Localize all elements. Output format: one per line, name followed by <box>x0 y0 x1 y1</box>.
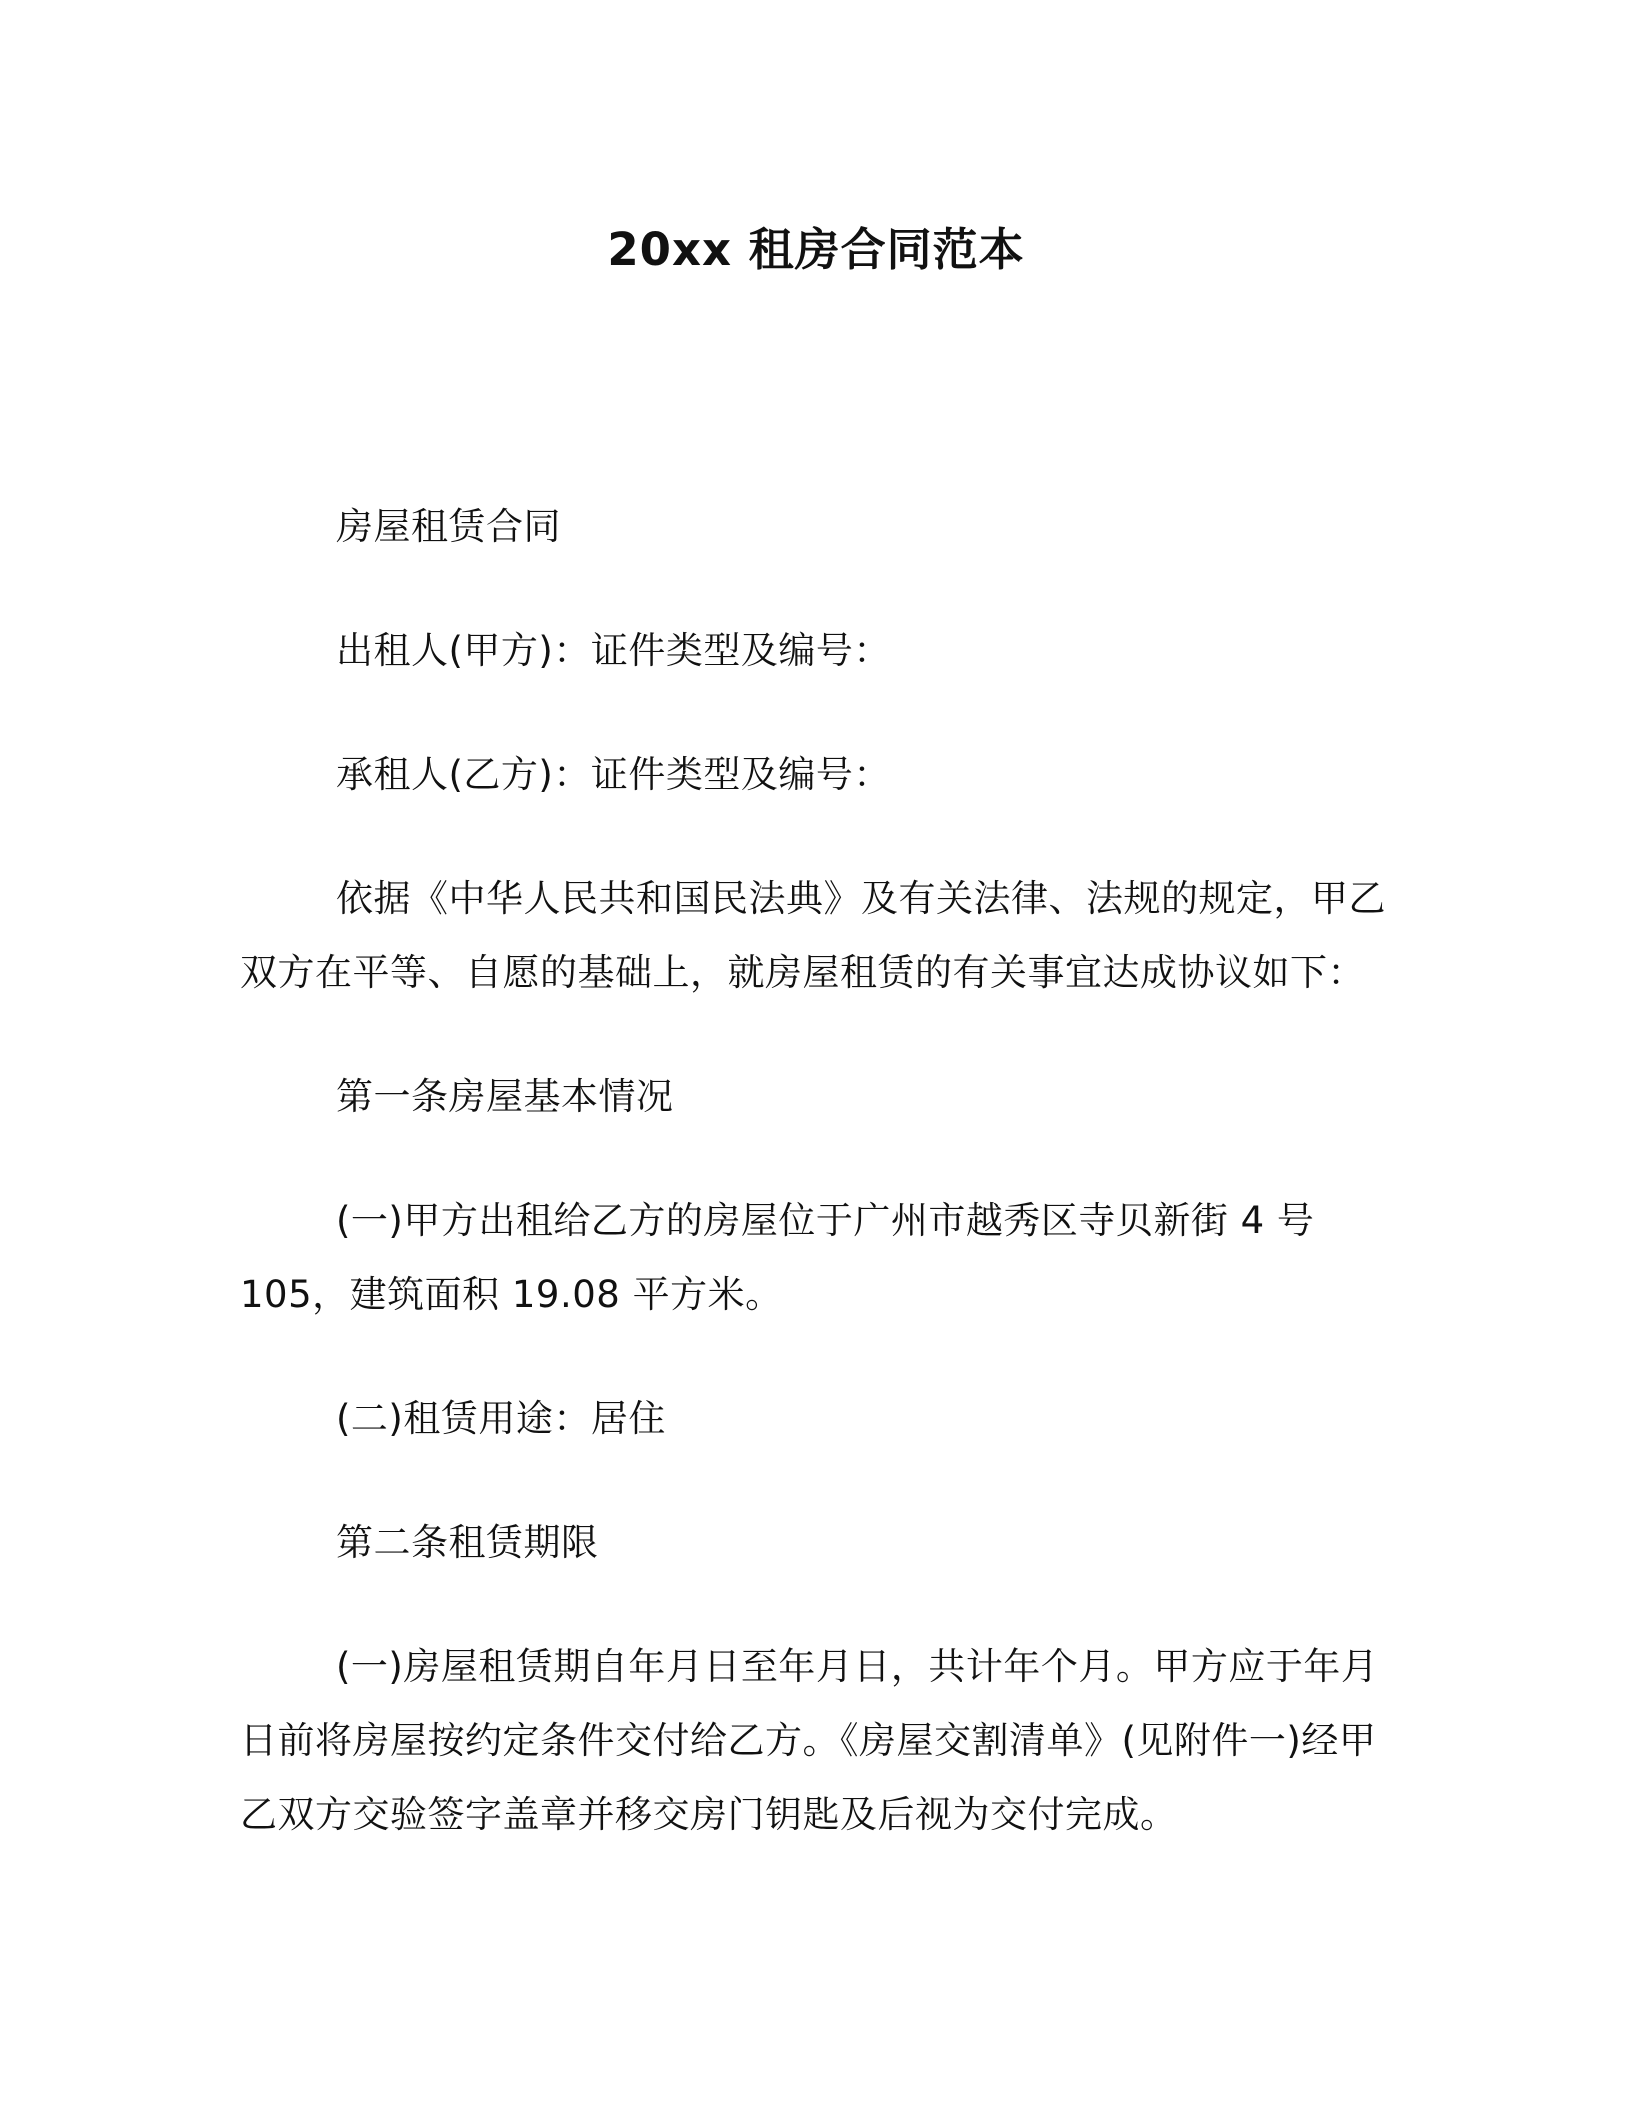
lessee-line: 承租人(乙方)：证件类型及编号： <box>336 753 891 796</box>
article-2-heading: 第二条租赁期限 <box>336 1521 599 1564</box>
article-1-heading: 第一条房屋基本情况 <box>336 1075 674 1118</box>
lessor-line: 出租人(甲方)：证件类型及编号： <box>336 629 891 672</box>
preamble-paragraph: 依据《中华人民共和国民法典》及有关法律、法规的规定，甲乙双方在平等、自愿的基础上，就房屋租赁的有关事宜达成协议如下： <box>240 877 1386 994</box>
document-body <box>240 490 1390 1902</box>
contract-heading: 房屋租赁合同 <box>336 505 561 548</box>
article-1-clause-2: (二)租赁用途：居住 <box>336 1397 666 1440</box>
article-1-clause-1: (一)甲方出租给乙方的房屋位于广州市越秀区寺贝新街 4 号 105，建筑面积 19.08 平方米。 <box>240 1199 1315 1316</box>
document-title: 20xx 租房合同范本 <box>607 223 1025 276</box>
article-2-clause-1: (一)房屋租赁期自年月日至年月日，共计年个月。甲方应于年月日前将房屋按约定条件交付给乙方。《房屋交割清单》(见附件一)经甲乙双方交验签字盖章并移交房门钥匙及后视为交付完成。 <box>240 1645 1379 1836</box>
